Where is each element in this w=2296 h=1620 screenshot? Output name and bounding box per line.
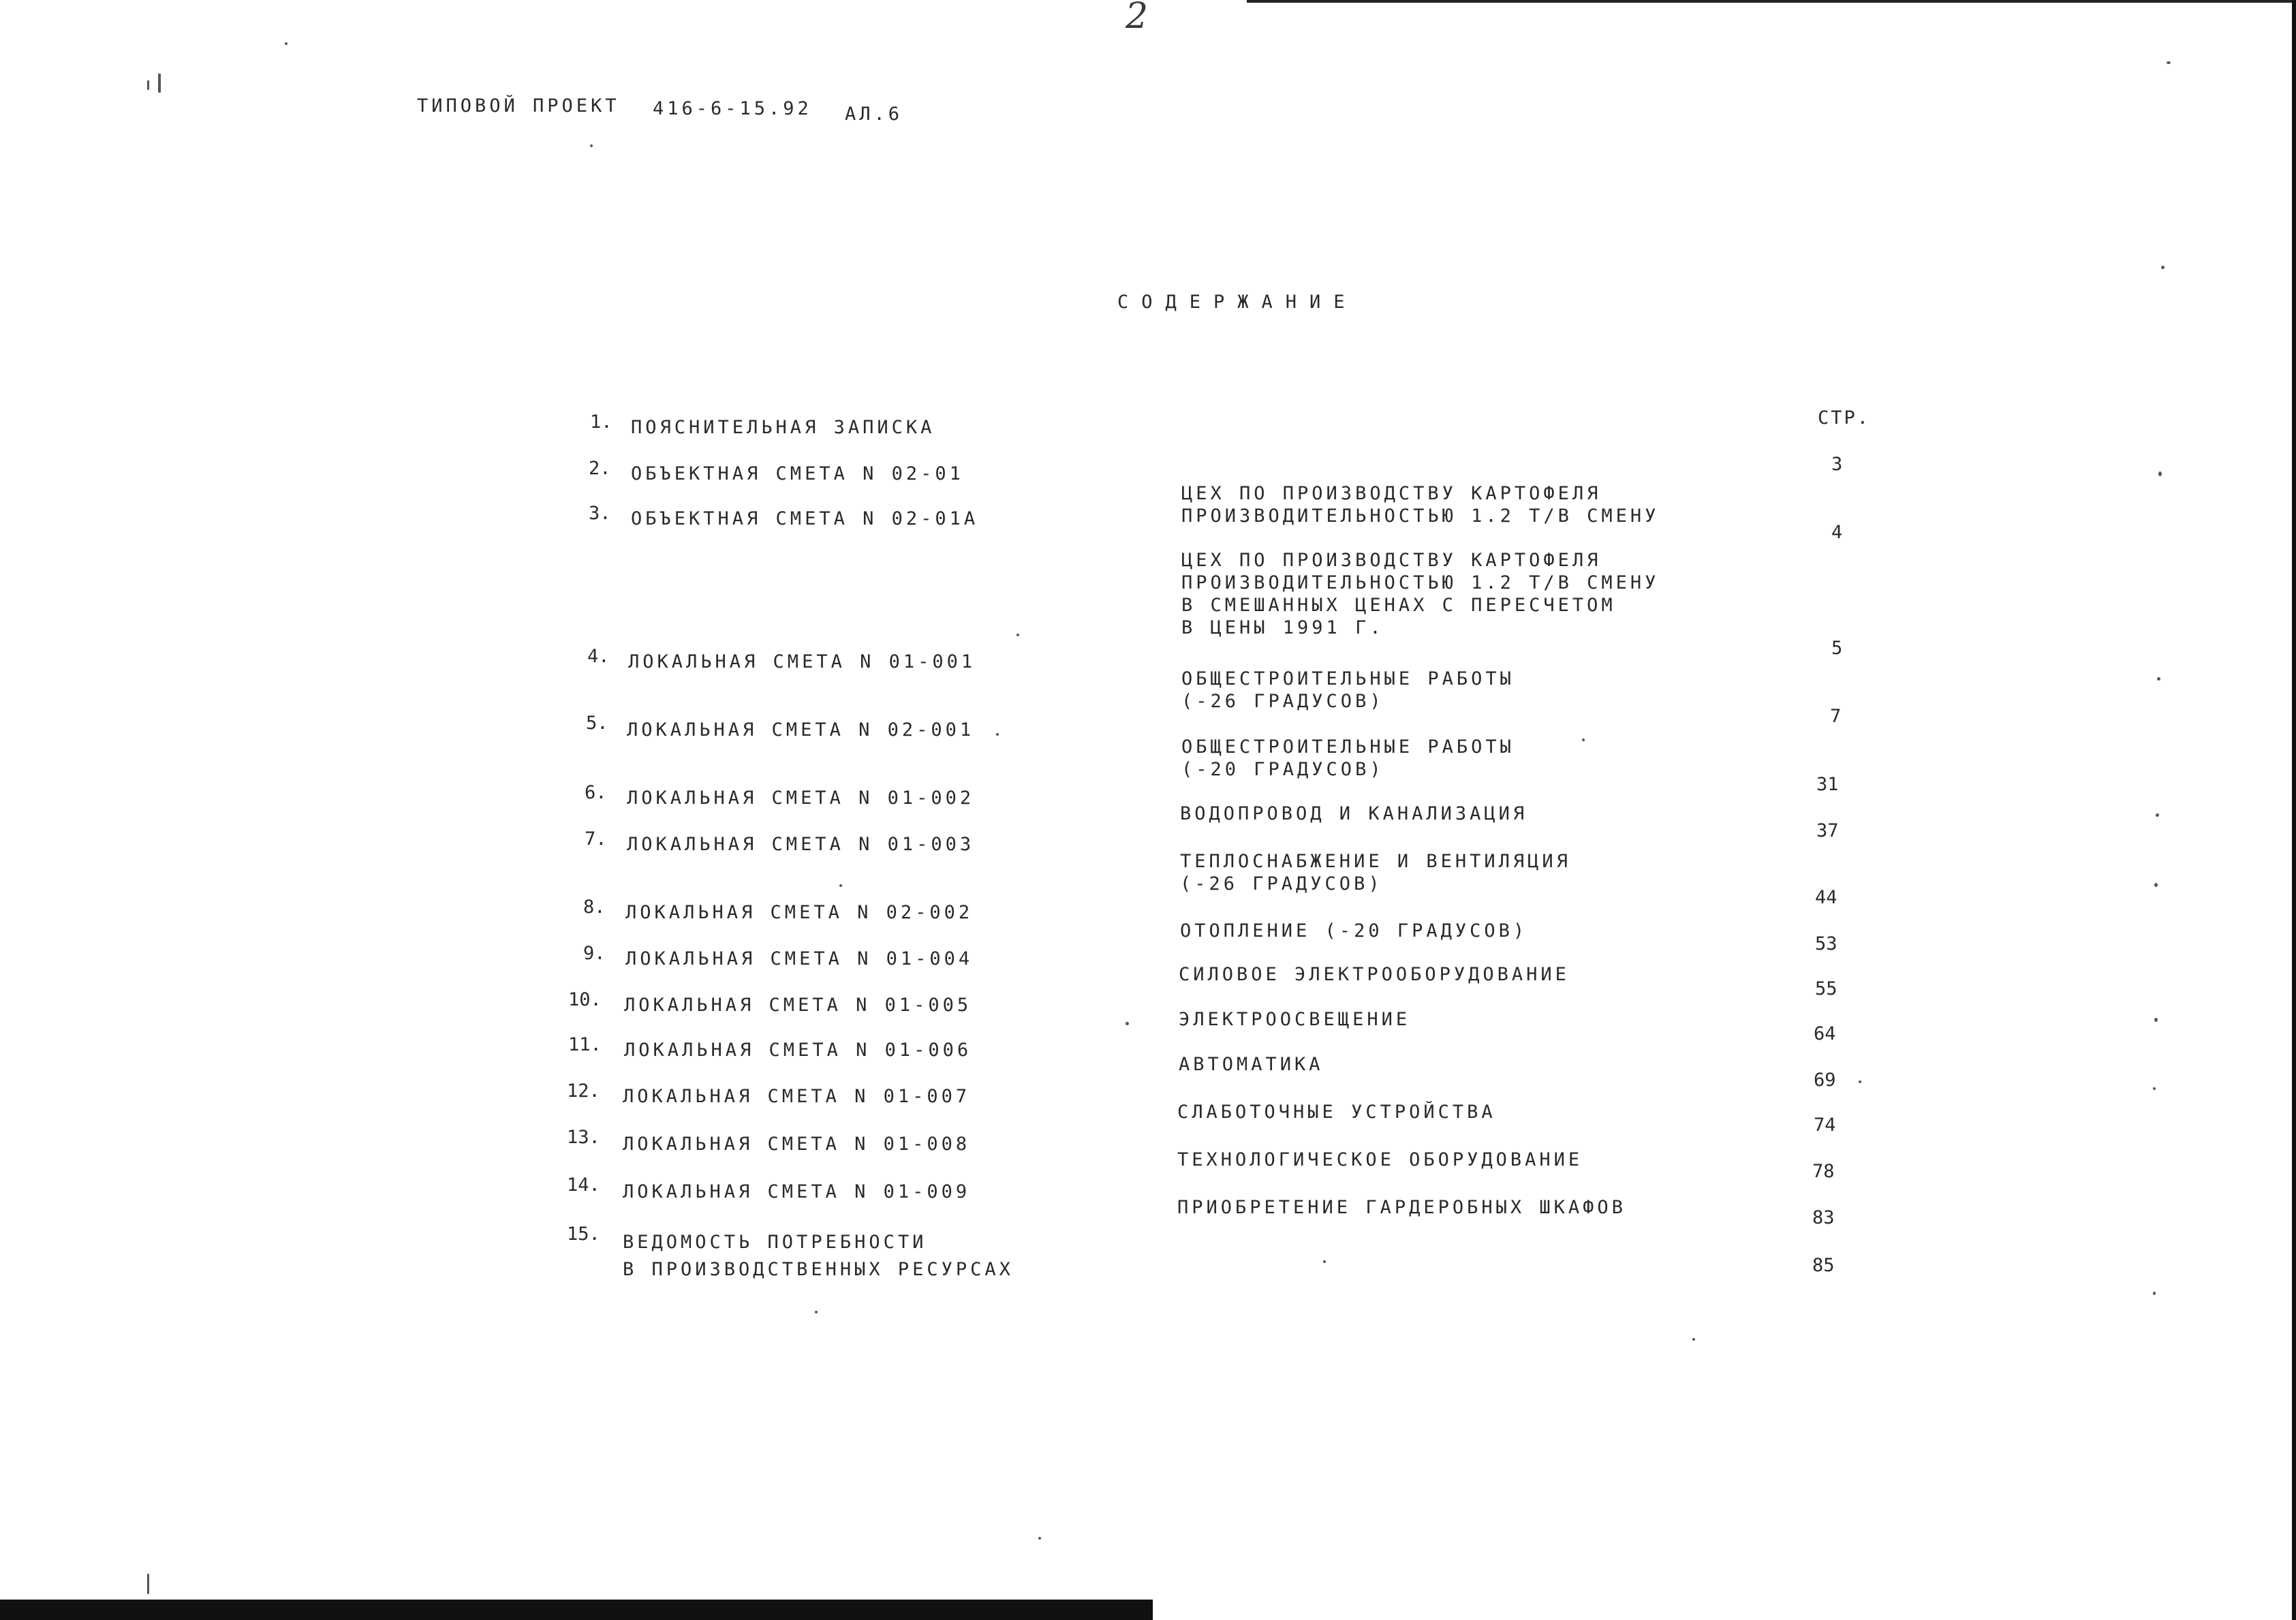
scan-speck [1859,1080,1861,1083]
scan-speck [2153,1292,2156,1295]
list-item-number: 14. [567,1174,600,1196]
scan-speck [815,1311,818,1313]
list-item-text: ПОЯСНИТЕЛЬНАЯ ЗАПИСКА [631,417,935,438]
header-code: 416-6-15.92 [653,98,812,119]
page-ref: 55 [1815,978,1837,999]
list-item-text: ОБЪЕКТНАЯ СМЕТА N 02-01 [631,463,964,484]
description-text: АВТОМАТИКА [1179,1054,1324,1075]
description-text: ЦЕХ ПО ПРОИЗВОДСТВУ КАРТОФЕЛЯ ПРОИЗВОДИТЕЛЬНОСТЬЮ 1.2 Т/В СМЕНУ В СМЕШАННЫХ ЦЕНАХ С ПЕРЕСЧЕТОМ В ЦЕНЫ 1991 Г. [1181,550,1660,638]
page-ref: 4 [1831,522,1843,543]
page-ref: 5 [1831,638,1843,659]
scan-speck [996,733,999,736]
list-item-number: 12. [567,1080,600,1102]
list-item-text: ЛОКАЛЬНАЯ СМЕТА N 01-002 [627,788,975,809]
scan-speck [590,144,593,147]
list-item-text: ЛОКАЛЬНАЯ СМЕТА N 01-004 [625,948,974,969]
scan-speck [147,80,149,90]
scan-speck [1692,1338,1695,1341]
list-item-number: 13. [567,1127,600,1148]
page-ref: 37 [1816,820,1839,841]
description-text: ОТОПЛЕНИЕ (-20 ГРАДУСОВ) [1180,920,1528,941]
description-text: ТЕПЛОСНАБЖЕНИЕ И ВЕНТИЛЯЦИЯ (-26 ГРАДУСОВ) [1180,851,1571,894]
scan-speck [147,1574,149,1594]
list-item-number: 1. [590,411,612,433]
list-item-text: ЛОКАЛЬНАЯ СМЕТА N 02-002 [625,902,974,923]
list-item-number: 4. [587,646,610,667]
page-ref: 83 [1812,1207,1835,1228]
scan-speck [1582,738,1585,741]
scan-speck [2154,883,2158,887]
scan-edge-top [1247,0,2296,3]
scan-speck [2167,61,2171,64]
page-ref: 69 [1814,1070,1836,1091]
scan-speck [2158,471,2162,476]
list-item-number: 6. [585,782,607,803]
list-item-text: ВЕДОМОСТЬ ПОТРЕБНОСТИ В ПРОИЗВОДСТВЕННЫХ РЕСУРСАХ [623,1232,1014,1280]
description-text: СЛАБОТОЧНЫЕ УСТРОЙСТВА [1177,1102,1496,1123]
scan-speck [158,74,161,93]
scan-speck [1038,1537,1041,1540]
page-ref: 31 [1816,774,1839,795]
page-ref: 64 [1814,1023,1836,1044]
page-ref: 85 [1812,1255,1835,1276]
page-ref: 7 [1830,706,1842,727]
scan-speck [1323,1260,1326,1263]
scan-speck [1017,634,1019,636]
description-text: ВОДОПРОВОД И КАНАЛИЗАЦИЯ [1180,803,1528,824]
scan-speck [2157,677,2160,681]
list-item-text: ЛОКАЛЬНАЯ СМЕТА N 01-007 [623,1086,971,1107]
scan-speck [1126,1022,1129,1025]
list-item-text: ЛОКАЛЬНАЯ СМЕТА N 01-003 [627,834,975,855]
scan-speck [2161,266,2165,269]
description-text: ОБЩЕСТРОИТЕЛЬНЫЕ РАБОТЫ (-20 ГРАДУСОВ) [1181,736,1515,780]
description-text: СИЛОВОЕ ЭЛЕКТРООБОРУДОВАНИЕ [1179,964,1570,985]
scan-edge-bottom [0,1600,1153,1620]
page-ref: 44 [1815,887,1837,908]
list-item-text: ЛОКАЛЬНАЯ СМЕТА N 01-006 [624,1040,972,1061]
description-text: ТЕХНОЛОГИЧЕСКОЕ ОБОРУДОВАНИЕ [1177,1149,1583,1170]
description-text: ПРИОБРЕТЕНИЕ ГАРДЕРОБНЫХ ШКАФОВ [1177,1197,1626,1218]
document-title: СОДЕРЖАНИЕ [1117,292,1358,313]
scan-speck [2154,1018,2158,1022]
header-album: АЛ.6 [845,104,903,125]
description-text: ЭЛЕКТРООСВЕЩЕНИЕ [1179,1009,1411,1030]
list-item-number: 10. [568,989,602,1010]
list-item-number: 15. [567,1224,600,1245]
list-item-number: 3. [589,503,611,524]
list-item-text: ЛОКАЛЬНАЯ СМЕТА N 01-008 [623,1134,971,1155]
list-item-number: 2. [589,458,611,479]
page-ref: 53 [1815,933,1837,954]
list-item-number: 5. [586,713,608,734]
scan-speck [2153,1087,2156,1090]
list-item-number: 8. [583,897,606,918]
page-number: 2 [1126,0,1149,37]
list-item-text: ЛОКАЛЬНАЯ СМЕТА N 02-001 [627,719,975,741]
scan-speck [285,42,288,45]
page-ref: 3 [1831,454,1843,475]
scan-speck [839,884,842,887]
list-item-number: 9. [583,943,606,964]
scan-speck [2156,813,2159,817]
page-ref: 74 [1814,1115,1836,1136]
page-ref: 78 [1812,1161,1835,1182]
description-text: ЦЕХ ПО ПРОИЗВОДСТВУ КАРТОФЕЛЯ ПРОИЗВОДИТЕЛЬНОСТЬЮ 1.2 Т/В СМЕНУ [1181,483,1660,527]
list-item-text: ЛОКАЛЬНАЯ СМЕТА N 01-009 [623,1181,971,1202]
page-column-label: СТР. [1818,407,1871,429]
list-item-text: ЛОКАЛЬНАЯ СМЕТА N 01-001 [628,651,976,672]
scan-edge-right [2292,0,2296,1620]
list-item-number: 11. [568,1034,602,1055]
list-item-number: 7. [585,828,607,850]
header-project: ТИПОВОЙ ПРОЕКТ [417,95,620,116]
list-item-text: ОБЪЕКТНАЯ СМЕТА N 02-01А [631,508,979,529]
list-item-text: ЛОКАЛЬНАЯ СМЕТА N 01-005 [624,995,972,1016]
description-text: ОБЩЕСТРОИТЕЛЬНЫЕ РАБОТЫ (-26 ГРАДУСОВ) [1181,668,1515,712]
